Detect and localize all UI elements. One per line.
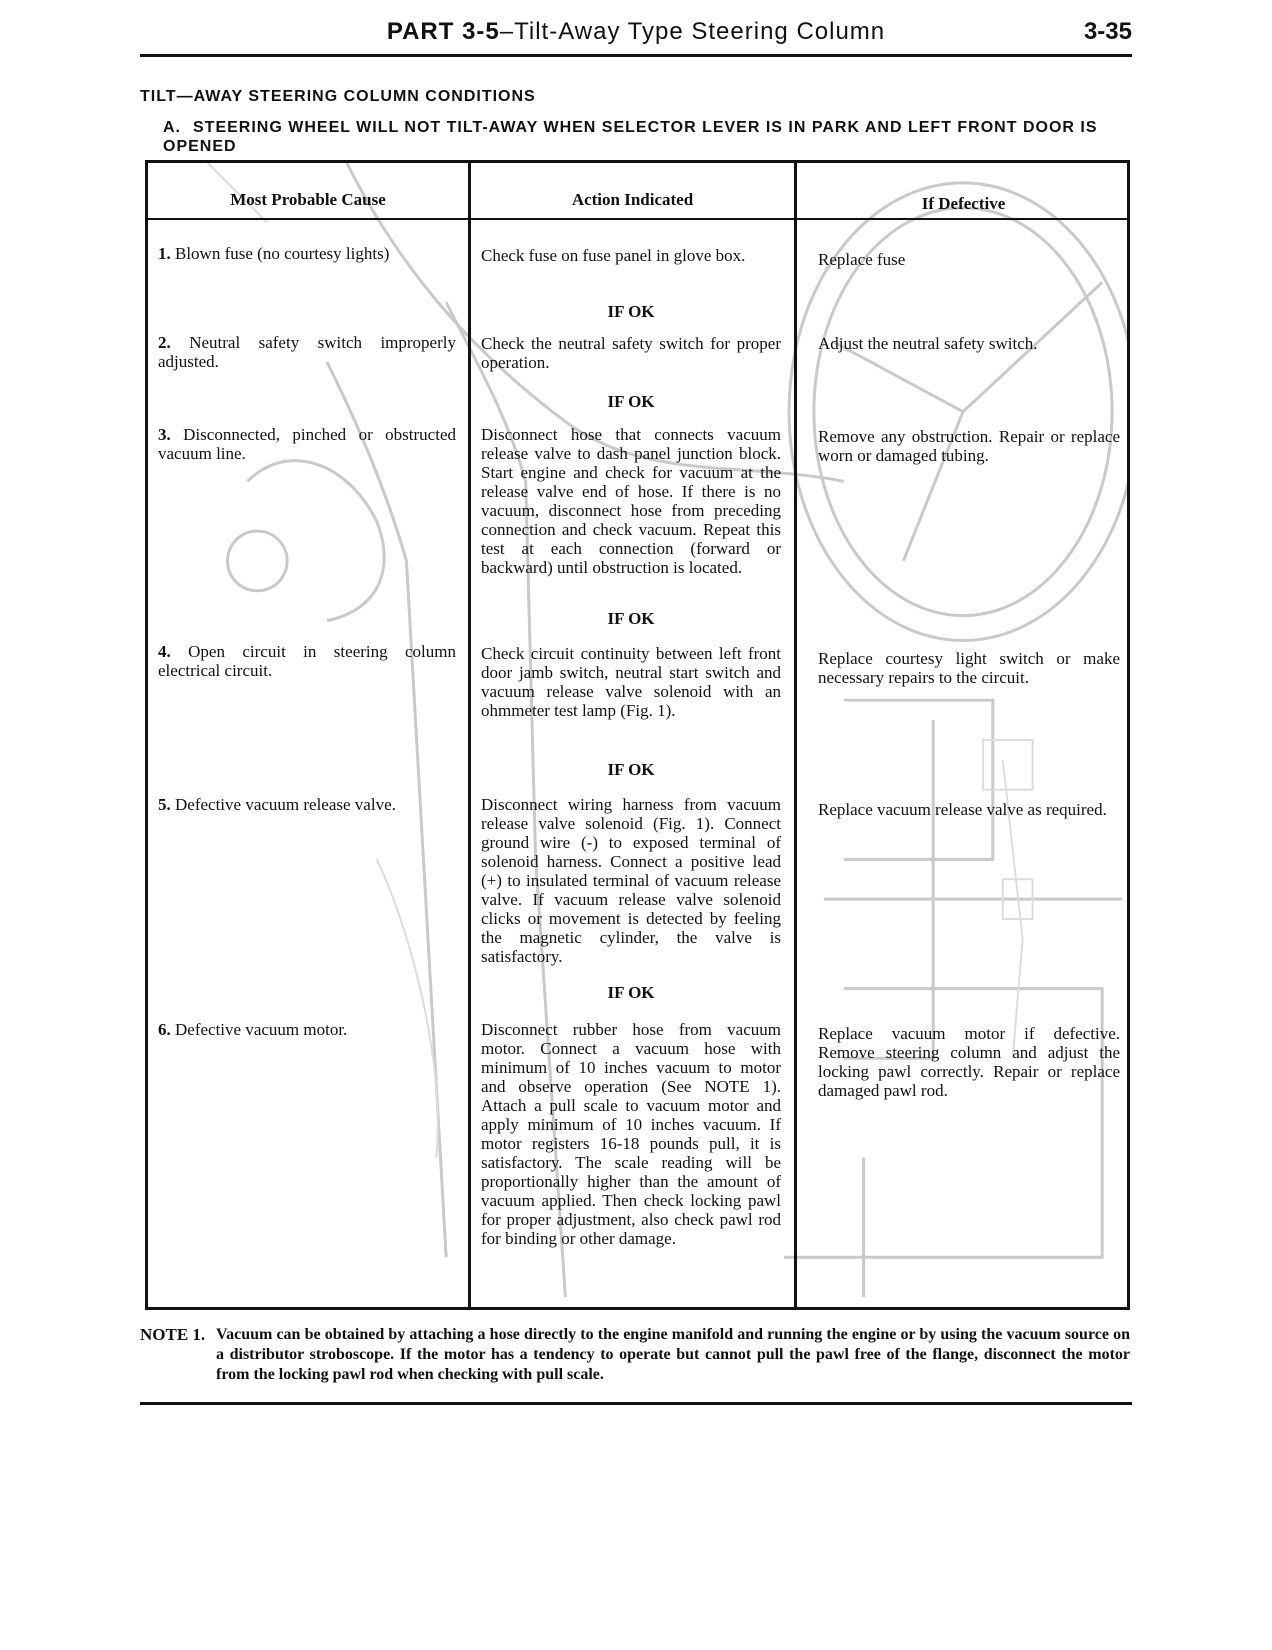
header-if-defective: If Defective bbox=[921, 194, 1006, 213]
row-6-action: Disconnect rubber hose from vacuum motor. Connect a vacuum hose with minimum of 10 inches vacuum to motor and observe operation (See NOTE 1). Attach a pull scale to vacuum motor and apply minimum of 10 inches vacuum. If motor registers 16-18 pounds pull, it is satisfactory. The scale reading will be proportionally higher than the amount of vacuum applied. Then check locking pawl for proper adjustment, also check pawl rod for binding or other damage. bbox=[481, 1020, 781, 1248]
row-5-defect: Replace vacuum release valve as required. bbox=[818, 800, 1107, 819]
row-5-cause: 5. Defective vacuum release valve. bbox=[158, 795, 396, 814]
row-3-defect: Remove any obstruction. Repair or replace worn or damaged tubing. bbox=[818, 427, 1120, 465]
note-text: Vacuum can be obtained by attaching a hose directly to the engine manifold and running the engine or by using the vacuum source on a distributor stroboscope. If the motor has a tendency to operate but cannot pull the pawl free of the flange, disconnect the motor from the locking pawl rod when checking with pull scale. bbox=[216, 1326, 1130, 1383]
row-1-cause: 1. Blown fuse (no courtesy lights) bbox=[158, 244, 390, 263]
row-4-action: Check circuit continuity between left front door jamb switch, neutral start switch and vacuum release valve solenoid with an ohmmeter test lamp (Fig. 1). bbox=[481, 644, 781, 720]
diagnosis-table bbox=[145, 160, 1130, 1310]
row-1-defect: Replace fuse bbox=[818, 250, 906, 269]
header-most-probable-cause: Most Probable Cause bbox=[230, 190, 386, 209]
page-header bbox=[140, 14, 1132, 54]
row-2-action: Check the neutral safety switch for proper operation. bbox=[481, 334, 781, 372]
if-ok-label-4: IF OK bbox=[607, 760, 655, 779]
page-number: 3-35 bbox=[1083, 18, 1132, 45]
if-ok-label-1: IF OK bbox=[607, 302, 655, 321]
header-divider bbox=[148, 218, 1127, 220]
if-ok-label-2: IF OK bbox=[607, 392, 655, 411]
footer-rule bbox=[140, 1402, 1132, 1405]
row-1-action: Check fuse on fuse panel in glove box. bbox=[481, 246, 746, 265]
row-4-defect: Replace courtesy light switch or make necessary repairs to the circuit. bbox=[818, 649, 1120, 687]
subsection-text: STEERING WHEEL WILL NOT TILT-AWAY WHEN SELECTOR LEVER IS IN PARK AND LEFT FRONT DOOR IS OPENED bbox=[163, 119, 1098, 155]
header-title: PART 3-5–Tilt-Away Type Steering Column bbox=[386, 18, 886, 45]
subsection-letter: A. bbox=[163, 119, 181, 136]
row-3-action: Disconnect hose that connects vacuum release valve to dash panel junction block. Start engine and check for vacuum at the release valve end of hose. If there is no vacuum, disconnect hose from preceding connection and check vacuum. Repeat this test at each connection (forward or backward) until obstruction is located. bbox=[481, 425, 781, 577]
row-5-action: Disconnect wiring harness from vacuum release valve solenoid (Fig. 1). Connect ground wire (-) to exposed terminal of solenoid harness. Connect a positive lead (+) to insulated terminal of vacuum release valve. If vacuum release valve solenoid clicks or movement is detected by feeling the magnetic cylinder, the valve is satisfactory. bbox=[481, 795, 781, 966]
note-label: NOTE 1. bbox=[140, 1325, 206, 1344]
row-2-defect: Adjust the neutral safety switch. bbox=[818, 334, 1038, 353]
header-action-indicated: Action Indicated bbox=[571, 190, 694, 209]
row-3-cause: 3. Disconnected, pinched or obstructed vacuum line. bbox=[158, 425, 456, 463]
row-6-cause: 6. Defective vacuum motor. bbox=[158, 1020, 348, 1039]
section-title: TILT—AWAY STEERING COLUMN CONDITIONS bbox=[140, 88, 536, 105]
note-1 bbox=[140, 1325, 1130, 1385]
if-ok-label-3: IF OK bbox=[607, 609, 655, 628]
if-ok-label-5: IF OK bbox=[607, 983, 655, 1002]
row-2-cause: 2. Neutral safety switch improperly adjusted. bbox=[158, 333, 456, 371]
column-divider-2 bbox=[794, 163, 797, 1307]
column-divider-1 bbox=[468, 163, 471, 1307]
row-4-cause: 4. Open circuit in steering column electrical circuit. bbox=[158, 642, 457, 680]
subsection-title bbox=[163, 118, 1133, 156]
header-rule bbox=[140, 54, 1132, 57]
row-6-defect: Replace vacuum motor if defective. Remove steering column and adjust the locking pawl correctly. Repair or replace damaged pawl rod. bbox=[818, 1024, 1120, 1100]
